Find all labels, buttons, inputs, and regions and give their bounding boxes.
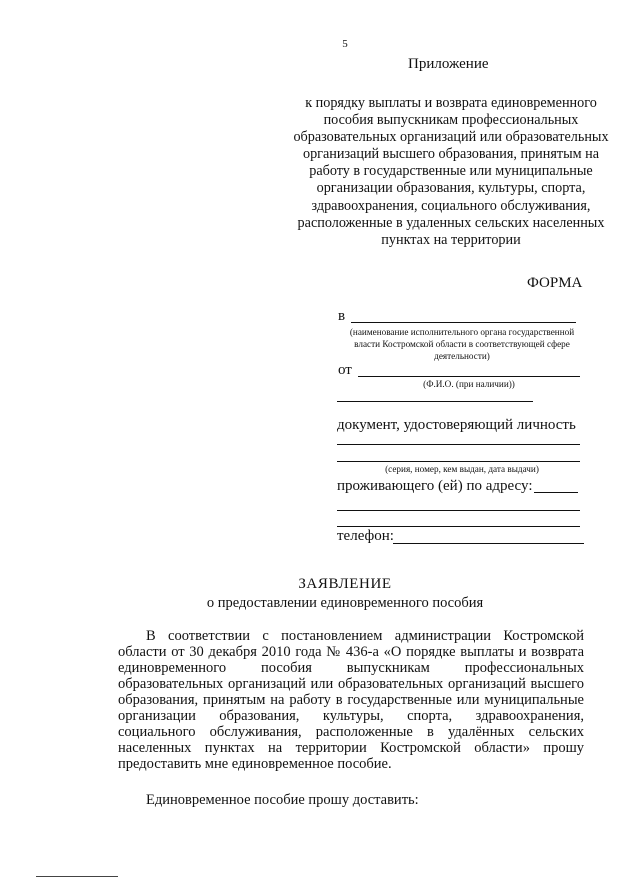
fio-line-2[interactable] — [337, 401, 533, 402]
appendix-text: к порядку выплаты и возврата единовременного пособия выпускникам профессиональных образовательных организаций или образовательных организаций высшего образования, принятым на работу в государственные или муниципальные организации образования, культуры, спорта, здравоохранения, социального обслуживания, расположенные в удаленных сельских населенных пунктах на территории — [293, 95, 609, 248]
delivery-text: Единовременное пособие прошу доставить: — [146, 792, 419, 808]
phone-line[interactable] — [393, 543, 584, 544]
to-prefix: в — [338, 308, 346, 324]
address-line-1[interactable] — [534, 492, 578, 493]
address-line-3[interactable] — [337, 526, 580, 527]
forma-label: ФОРМА — [527, 275, 583, 291]
to-line[interactable] — [351, 322, 576, 323]
address-line-2[interactable] — [337, 510, 580, 511]
statement-subtitle: о предоставлении единовременного пособия — [206, 595, 484, 611]
to-hint: (наименование исполнительного органа государственной власти Костромской области в соответствующей сфере деятельности) — [349, 327, 575, 361]
document-line-1[interactable] — [337, 444, 580, 445]
phone-label: телефон: — [337, 528, 394, 544]
address-label: проживающего (ей) по адресу: — [337, 478, 533, 494]
from-prefix: от — [338, 362, 352, 378]
appendix-title: Приложение — [408, 56, 489, 72]
statement-body: В соответствии с постановлением администрации Костромской области от 30 декабря 2010 года № 436-а «О порядке выплаты и возврата единовременного пособия выпускникам профессиональных образовательных организаций или образовательных организаций высшего образования, принятым на работу в государственные или муниципальные организации образования, культуры, спорта, здравоохранения, социального обслуживания, расположенные в удалённых сельских населенных пунктах на территории Костромской области» прошу предоставить мне единовременное пособие. — [118, 628, 584, 772]
document-line-2[interactable] — [337, 461, 580, 462]
fio-hint: (Ф.И.О. (при наличии)) — [423, 379, 515, 389]
statement-title: ЗАЯВЛЕНИЕ — [298, 576, 392, 592]
page-number: 5 — [342, 38, 348, 50]
document-label: документ, удостоверяющий личность — [337, 417, 576, 433]
from-line[interactable] — [358, 376, 580, 377]
footnote-rule — [36, 876, 118, 877]
document-hint: (серия, номер, кем выдан, дата выдачи) — [385, 464, 539, 474]
